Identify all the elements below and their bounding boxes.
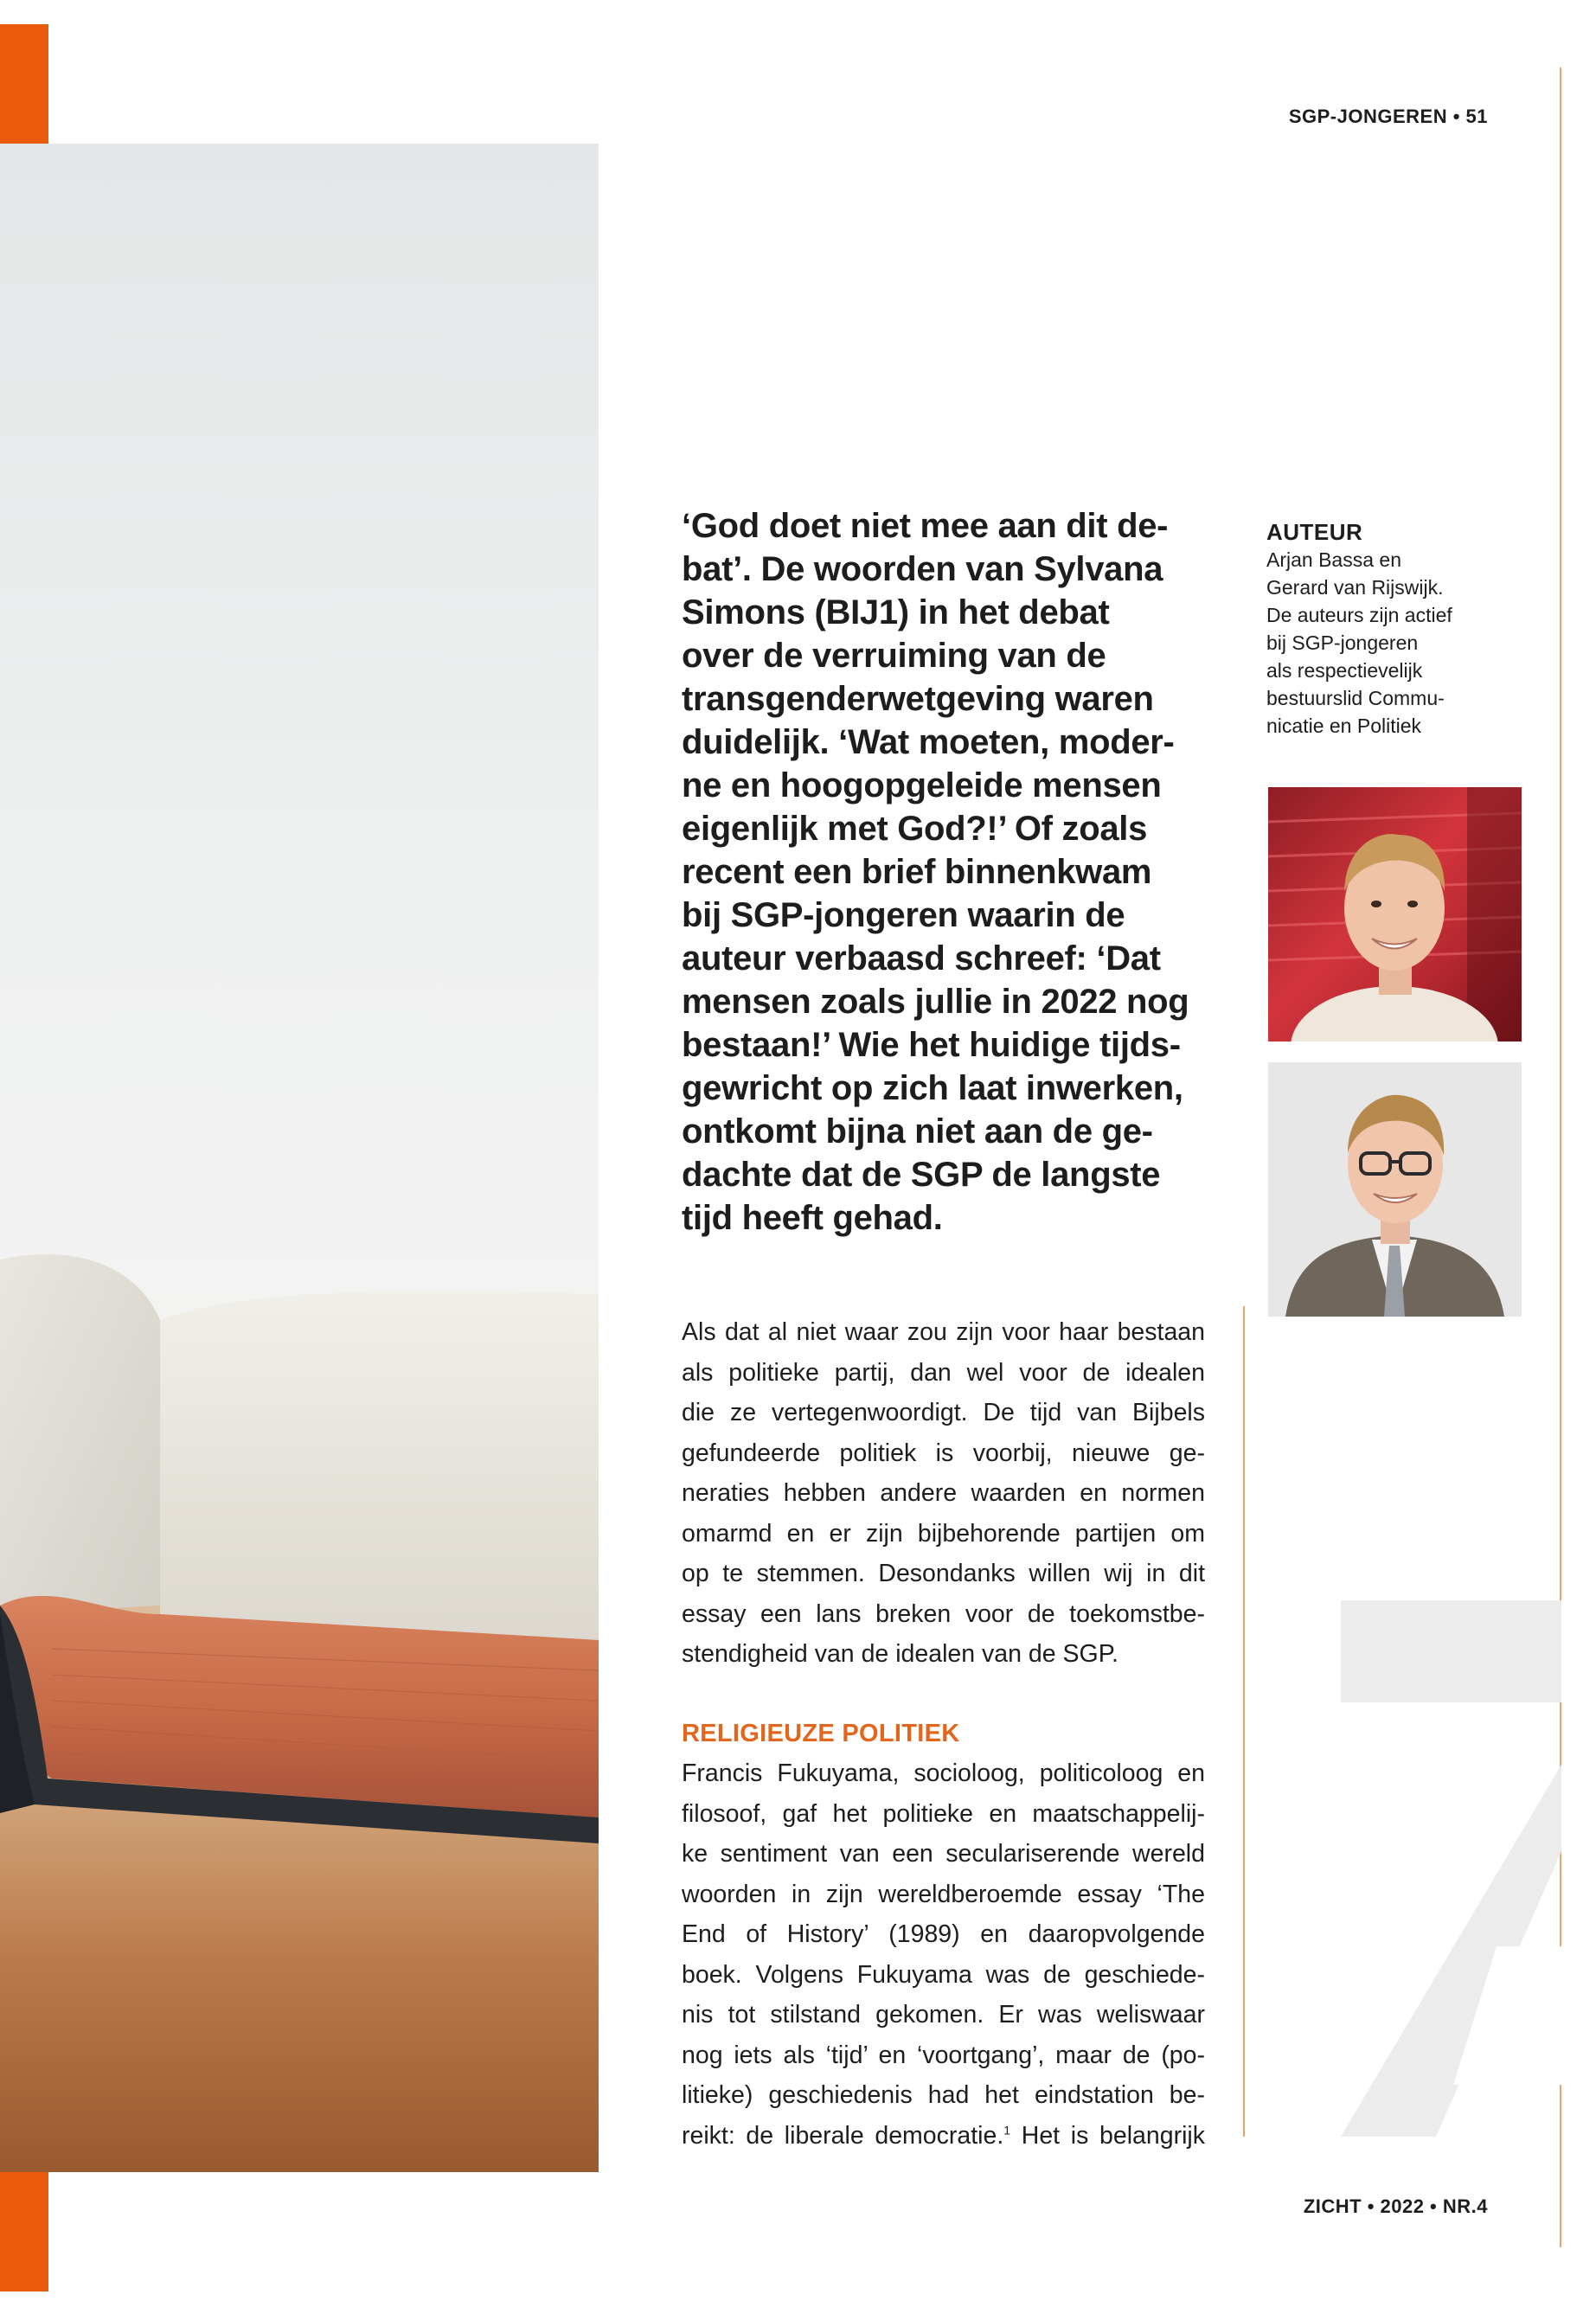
body-line: ke sentiment van een seculariserende wereld xyxy=(682,1840,1205,1868)
body-section-religieuze-politiek xyxy=(682,1714,1205,2156)
lead-line: Simons (BIJ1) in het debat xyxy=(682,593,1110,631)
lead-line: auteur verbaasd schreef: ‘Dat xyxy=(682,939,1161,977)
body-line: Francis Fukuyama, socioloog, politicoloog en xyxy=(682,1759,1205,1787)
lead-line: dachte dat de SGP de langste xyxy=(682,1156,1161,1194)
orange-edge-tab-top xyxy=(0,24,48,144)
body-line: End of History’ (1989) en daaropvolgende xyxy=(682,1920,1205,1948)
author-heading: AUTEUR xyxy=(1266,519,1363,545)
running-footer: ZICHT • 2022 • NR.4 xyxy=(1303,2195,1488,2217)
decorative-z-letter xyxy=(1341,1600,1561,2137)
lead-line: eigenlijk met God?!’ Of zoals xyxy=(682,810,1148,848)
body-paragraph-1 xyxy=(682,1312,1205,1675)
body-line-last xyxy=(682,2116,1205,2157)
author-bio-line: De auteurs zijn actief xyxy=(1266,604,1452,626)
body-line: die ze vertegenwoordigt. De tijd van Bijbels xyxy=(682,1399,1205,1426)
body-line: neraties hebben andere waarden en normen xyxy=(682,1479,1205,1507)
lead-line: bat’. De woorden van Sylvana xyxy=(682,550,1163,588)
open-book-photo xyxy=(0,144,599,2172)
author-bio-line: Gerard van Rijswijk. xyxy=(1266,576,1444,599)
body-line: op te stemmen. Desondanks willen wij in dit xyxy=(682,1560,1205,1587)
author-bio-line: bestuurslid Commu- xyxy=(1266,687,1445,709)
lead-line: duidelijk. ‘Wat moeten, moder- xyxy=(682,723,1175,761)
author-portrait-photo-1 xyxy=(1268,787,1522,1042)
lead-line: over de verruiming van de xyxy=(682,637,1106,675)
author-bio-line: als respectievelijk xyxy=(1266,659,1423,682)
running-header: SGP-JONGEREN • 51 xyxy=(1288,106,1488,127)
author-bio-line: bij SGP-jongeren xyxy=(1266,631,1419,654)
lead-line: bestaan!’ Wie het huidige tijds- xyxy=(682,1026,1181,1064)
lead-paragraph xyxy=(682,504,1218,1240)
body-line: nis tot stilstand gekomen. Er was weliswaar xyxy=(682,2001,1205,2029)
lead-line: bij SGP-jongeren waarin de xyxy=(682,896,1125,934)
lead-line: ne en hoogopgeleide mensen xyxy=(682,766,1162,804)
lead-line: mensen zoals jullie in 2022 nog xyxy=(682,983,1189,1021)
lead-line: tijd heeft gehad. xyxy=(682,1199,943,1237)
footnote-marker: 1 xyxy=(1003,2123,1011,2137)
author-bio-line: nicatie en Politiek xyxy=(1266,715,1421,737)
column-divider-rule xyxy=(1243,1306,1245,2137)
lead-line: ‘God doet niet mee aan dit de- xyxy=(682,507,1169,545)
author-bio-line: Arjan Bassa en xyxy=(1266,548,1401,571)
body-line: Als dat al niet waar zou zijn voor haar bestaan xyxy=(682,1318,1205,1346)
lead-line: recent een brief binnenkwam xyxy=(682,853,1152,891)
body-line: filosoof, gaf het politieke en maatschappelij- xyxy=(682,1799,1205,1828)
body-line: essay een lans breken voor de toekomstbe- xyxy=(682,1599,1205,1628)
lead-line: transgenderwetgeving waren xyxy=(682,680,1154,718)
body-line: omarmd en er zijn bijbehorende partijen om xyxy=(682,1519,1205,1548)
body-line: woorden in zijn wereldberoemde essay ‘The xyxy=(682,1880,1205,1908)
body-line: litieke) geschiedenis had het eindstation be- xyxy=(682,2081,1205,2109)
author-bio xyxy=(1266,546,1526,740)
body-line: boek. Volgens Fukuyama was de geschiede- xyxy=(682,1960,1205,1989)
body-line: stendigheid van de idealen van de SGP. xyxy=(682,1640,1118,1668)
body-line: nog iets als ‘tijd’ en ‘voortgang’, maar de (po- xyxy=(682,2041,1205,2069)
author-box xyxy=(1266,519,1526,740)
body-line: als politieke partij, dan wel voor de idealen xyxy=(682,1358,1205,1387)
lead-line: ontkomt bijna niet aan de ge- xyxy=(682,1112,1153,1150)
lead-line: gewricht op zich laat inwerken, xyxy=(682,1069,1183,1107)
orange-edge-tab-bottom xyxy=(0,2172,48,2291)
body-line: gefundeerde politiek is voorbij, nieuwe ge- xyxy=(682,1439,1205,1467)
author-portrait-photo-2 xyxy=(1268,1062,1522,1317)
section-heading: RELIGIEUZE POLITIEK xyxy=(682,1720,960,1747)
body-line-text: reikt: de liberale democratie. xyxy=(682,2121,1004,2150)
body-line-text: Het is belangrijk xyxy=(1010,2121,1205,2150)
